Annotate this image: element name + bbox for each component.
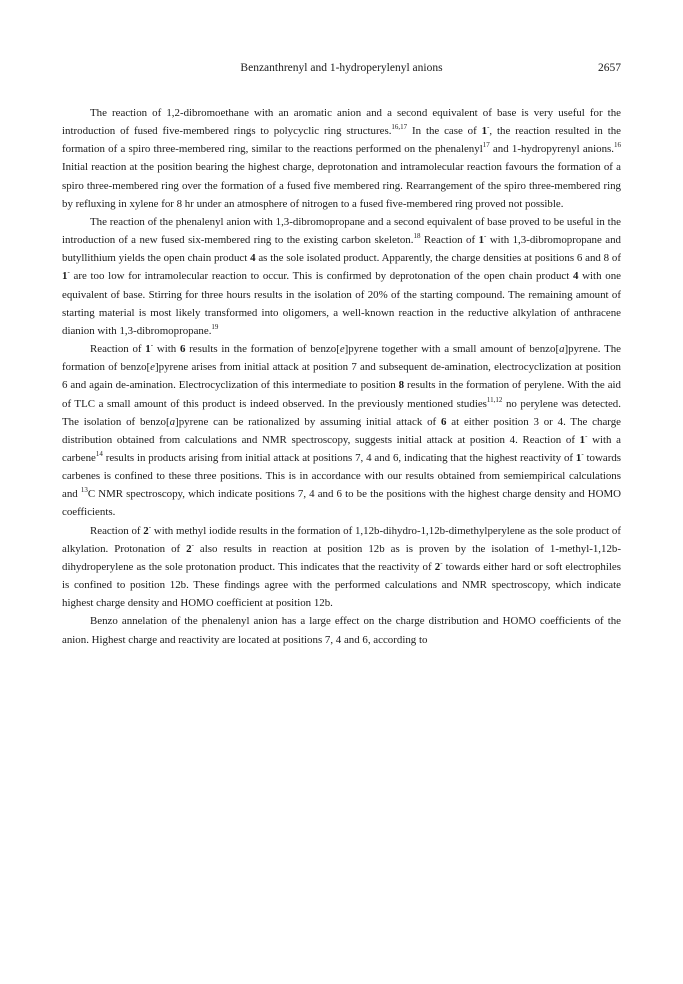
charge-sign: - xyxy=(67,268,70,277)
charge-sign: - xyxy=(487,123,490,132)
compound-label: 4 xyxy=(250,252,256,265)
italic-locant: e xyxy=(150,361,155,374)
compound-label: 6 xyxy=(179,343,186,356)
compound-label: 2 xyxy=(434,560,441,573)
citation: 17 xyxy=(482,141,490,150)
text-run: and 1-hydropyrenyl anions. xyxy=(489,143,614,156)
compound-label: 2 xyxy=(186,542,192,555)
text-run: The reaction of the phenalenyl anion with 1,3-dibromopropane and a second equivalent of base proved to be useful in the introduction of a new fused six-membered ring to the existing carbon skeleton. xyxy=(62,215,621,247)
text-run: with methyl iodide results in the formation of 1,12b-dihydro-1,12b-dimethylperylene as the sole product of alkylation. Protonation of xyxy=(62,524,621,555)
citation: 16,17 xyxy=(391,123,408,132)
text-run: results in the formation of perylene. With the aid of TLC a small amount of this product is indeed observed. In the previously mentioned studies xyxy=(62,379,621,410)
paragraph-5 xyxy=(62,612,621,648)
text-run: Benzo annelation of the phenalenyl anion has a large effect on the charge distribution and HOMO coefficients of the anion. Highest charge and reactivity are located at positions 7, 4 and 6, according to xyxy=(62,615,621,646)
running-title: Benzanthrenyl and 1-hydroperylenyl anions xyxy=(240,62,443,74)
text-run: results in the formation of benzo[ xyxy=(185,343,340,356)
compound-label: 1 xyxy=(478,234,485,247)
text-run: results in products arising from initial attack at positions 7, 4 and 6, indicating that the highest reactivity of xyxy=(102,451,576,464)
page-number: 2657 xyxy=(598,62,621,74)
text-run: at either position 3 or 4. The charge distribution obtained from calculations and NMR spectroscopy, suggests initial attack at position 4. Reaction of xyxy=(62,415,621,446)
paragraph-4 xyxy=(62,522,621,613)
compound-label: 1 xyxy=(145,343,151,356)
text-run: with a carbene xyxy=(62,433,621,464)
text-run: In the case of xyxy=(407,125,482,138)
text-run: ]pyrene together with a small amount of benzo[ xyxy=(344,343,560,356)
text-run: with xyxy=(153,343,180,356)
compound-label: 6 xyxy=(441,415,447,428)
citation: 11,12 xyxy=(486,395,503,404)
paragraph-1 xyxy=(62,104,621,213)
text-run: Reaction of xyxy=(420,234,479,247)
charge-sign: - xyxy=(148,522,152,531)
text-run: no perylene was detected. The isolation of benzo[ xyxy=(62,397,621,428)
charge-sign: - xyxy=(581,449,584,458)
text-run: with one equivalent of base. Stirring for three hours results in the isolation of 20% of the starting compound. The remaining amount of starting material is most likely transformed into oligomers, a well-known reaction in the reductive alkylation of anthracene dianion with 1,3-dibromopropane. xyxy=(62,270,621,337)
citation: 14 xyxy=(95,449,103,458)
paragraph-2 xyxy=(62,213,621,340)
text-run: with 1,3-dibromopropane and butyllithium yields the open chain product xyxy=(62,234,622,265)
charge-sign: - xyxy=(484,232,487,241)
italic-locant: a xyxy=(169,415,176,428)
text-run: , the reaction resulted in the formation of a spiro three-membered ring, similar to the reactions performed on the phenalenyl xyxy=(62,125,621,156)
charge-sign: - xyxy=(150,341,154,350)
text-run: The reaction of 1,2-dibromoethane with an aromatic anion and a second equivalent of base is very useful for the introduction of fused five-membered rings to polycyclic ring structures. xyxy=(62,107,621,138)
compound-label: 1 xyxy=(575,451,582,464)
isotope-mass: 13 xyxy=(80,486,88,495)
citation: 18 xyxy=(413,232,421,241)
text-run: ]pyrene. The formation of benzo[ xyxy=(62,343,622,374)
text-run: Reaction of xyxy=(90,524,144,537)
charge-sign: - xyxy=(191,540,194,549)
compound-label: 1 xyxy=(579,433,586,446)
bold-position: 8 xyxy=(398,379,405,392)
italic-locant: a xyxy=(559,343,565,356)
text-run: as the sole isolated product. Apparently, the charge densities at positions 6 and 8 of xyxy=(255,252,621,265)
text-run: ]pyrene can be rationalized by assuming initial attack of xyxy=(175,415,441,428)
compound-label: 1 xyxy=(62,270,68,283)
charge-sign: - xyxy=(440,558,443,567)
running-header xyxy=(62,62,621,78)
text-run: towards either hard or soft electrophiles is confined to position 12b. These findings agree with the performed calculations and NMR spectroscopy, which indicate highest charge density and HOMO coefficient at position 12b. xyxy=(62,560,621,610)
text-run: ]pyrene arises from initial attack at position 7 and subsequent de-amination, electrocyclization at position 6 and again de-amination. Electrocyclization of this intermediate to position xyxy=(62,361,621,392)
compound-label: 2 xyxy=(143,524,149,537)
text-run: are too low for intramolecular reaction to occur. This is confirmed by deprotonation of the open chain product xyxy=(69,270,573,283)
charge-sign: - xyxy=(585,431,588,440)
text-run: also results in reaction at position 12b as is proven by the isolation of 1-methyl-1,12b-dihydroperylene as the sole protonation product. This indicates that the reactivity of xyxy=(62,542,621,573)
paragraph-3 xyxy=(62,340,621,522)
text-run: towards carbenes is confined to these three positions. This is in accordance with our results obtained from semiempirical calculations and xyxy=(62,451,622,501)
citation: 19 xyxy=(211,322,219,331)
text-run: Initial reaction at the position bearing the highest charge, deprotonation and intramolecular reaction favours the formation of a spiro three-membered ring over the formation of a fused five membered ring. Rearrangement of the spiro three-membered ring by refluxing in xylene for 8 hr under an atmosphere of nitrogen to a fused five-membered ring proved not possible. xyxy=(62,161,621,210)
italic-locant: e xyxy=(339,343,345,356)
compound-label: 4 xyxy=(573,270,579,283)
compound-label: 1 xyxy=(481,125,488,138)
citation: 16 xyxy=(614,141,621,150)
text-run: Reaction of xyxy=(90,343,146,356)
text-run: C NMR spectroscopy, which indicate positions 7, 4 and 6 to be the positions with the highest charge density and HOMO coefficients. xyxy=(62,488,621,519)
body-text xyxy=(62,104,621,649)
